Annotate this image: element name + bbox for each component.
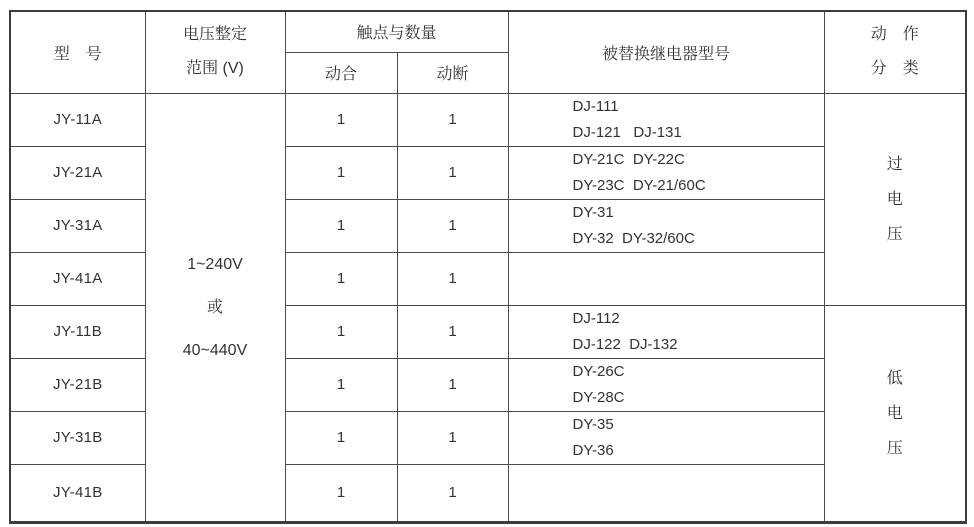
normally-open-cell: 1 [285, 199, 397, 252]
replaced-line1: DY-31 [572, 203, 614, 221]
header-action-line1: 动 作 [870, 26, 919, 44]
normally-closed-cell: 1 [397, 252, 508, 305]
header-voltage-line1: 电压整定 [182, 26, 247, 44]
normally-closed-cell: 1 [397, 464, 508, 522]
voltage-range-cell [145, 93, 285, 522]
action-category-overvoltage-cell [824, 93, 966, 305]
model-cell: JY-11B [10, 305, 145, 358]
header-row-top [10, 11, 966, 52]
replaced-line1: DJ-112 [572, 309, 620, 327]
header-normally-open: 动合 [285, 52, 397, 93]
normally-closed-cell: 1 [397, 358, 508, 411]
header-action-line2: 分 类 [870, 60, 919, 78]
normally-open-cell: 1 [285, 305, 397, 358]
replaced-models-cell [508, 146, 824, 199]
table-row [10, 93, 966, 146]
replaced-line2: DY-23C DY-21/60C [572, 176, 706, 194]
replaced-line2: DY-32 DY-32/60C [572, 229, 695, 247]
normally-closed-cell: 1 [397, 411, 508, 464]
header-voltage-line2: 范围 (V) [186, 60, 244, 78]
normally-open-cell: 1 [285, 411, 397, 464]
replaced-models-cell [508, 358, 824, 411]
replaced-models-cell [508, 305, 824, 358]
normally-closed-cell: 1 [397, 146, 508, 199]
voltage-line3: 40~440V [182, 341, 248, 359]
header-action-category [824, 11, 966, 93]
replaced-models-cell-empty [508, 464, 824, 522]
replaced-models-cell [508, 199, 824, 252]
voltage-line1: 1~240V [187, 255, 243, 273]
replaced-line1: DY-21C DY-22C [572, 150, 685, 168]
model-cell: JY-41B [10, 464, 145, 522]
normally-closed-cell: 1 [397, 199, 508, 252]
normally-open-cell: 1 [285, 146, 397, 199]
replaced-line1: DY-35 [572, 415, 614, 433]
relay-spec-table [9, 10, 967, 524]
normally-open-cell: 1 [285, 464, 397, 522]
header-model-label: 型 号 [53, 45, 102, 63]
header-voltage-range [145, 11, 285, 93]
replaced-line2: DJ-122 DJ-132 [572, 335, 678, 353]
normally-open-cell: 1 [285, 358, 397, 411]
action-category-undervoltage-cell [824, 305, 966, 522]
replaced-line1: DY-26C [572, 362, 625, 380]
model-cell: JY-11A [10, 93, 145, 146]
replaced-models-cell [508, 411, 824, 464]
voltage-line2: 或 [206, 298, 223, 316]
model-cell: JY-21B [10, 358, 145, 411]
replaced-line1: DJ-111 [572, 97, 619, 115]
model-cell: JY-31A [10, 199, 145, 252]
replaced-models-cell-empty [508, 252, 824, 305]
replaced-line2: DJ-121 DJ-131 [572, 123, 682, 141]
model-cell: JY-41A [10, 252, 145, 305]
header-model [10, 11, 145, 93]
normally-open-cell: 1 [285, 93, 397, 146]
replaced-line2: DY-36 [572, 441, 614, 459]
replaced-line2: DY-28C [572, 388, 625, 406]
header-contacts-group: 触点与数量 [285, 11, 508, 52]
header-replaced-models: 被替换继电器型号 [508, 11, 824, 93]
model-cell: JY-31B [10, 411, 145, 464]
action-char3: 压 [886, 439, 903, 457]
action-char2: 电 [886, 404, 903, 422]
action-char2: 电 [886, 190, 903, 208]
normally-closed-cell: 1 [397, 305, 508, 358]
normally-open-cell: 1 [285, 252, 397, 305]
action-char1: 低 [886, 369, 903, 387]
model-cell: JY-21A [10, 146, 145, 199]
action-char3: 压 [886, 225, 903, 243]
header-normally-closed: 动断 [397, 52, 508, 93]
action-char1: 过 [886, 155, 903, 173]
replaced-models-cell [508, 93, 824, 146]
normally-closed-cell: 1 [397, 93, 508, 146]
